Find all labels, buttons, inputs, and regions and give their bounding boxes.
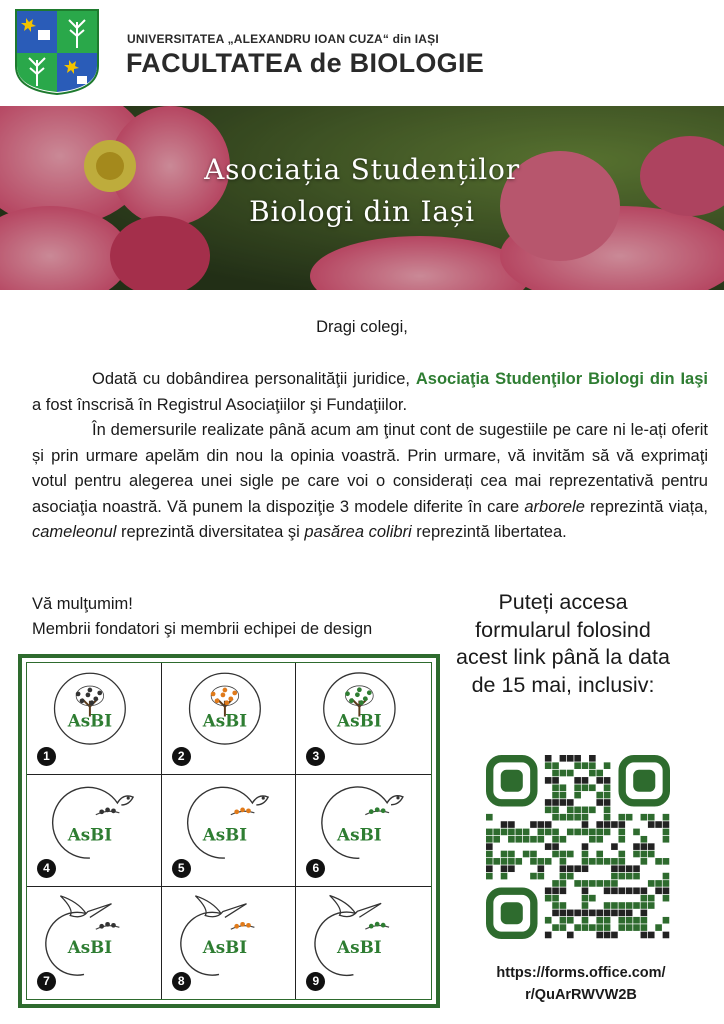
qr-module [486,858,493,865]
banner-title-line1: Asociația Studenților [204,153,520,186]
qr-module [560,836,567,843]
qr-module [655,880,662,887]
qr-module [589,829,596,836]
qr-module [663,829,670,836]
qr-module [618,851,625,858]
qr-module [626,873,633,880]
qr-module [515,829,522,836]
qr-module [493,829,500,836]
qr-module [574,880,581,887]
qr-module [567,851,574,858]
qr-module [618,924,625,931]
qr-module [582,784,589,791]
logo-number-badge: 7 [37,972,56,991]
qr-module [574,910,581,917]
qr-module [663,895,670,902]
logo-number-badge: 2 [172,747,191,766]
qr-module [648,932,655,939]
qr-finder-center [501,770,523,792]
qr-module [545,762,552,769]
qr-module [582,880,589,887]
qr-module [560,851,567,858]
logo-option-3[interactable] [296,663,431,775]
qr-module [508,829,515,836]
qr-module [545,895,552,902]
qr-module [508,851,515,858]
qr-module [633,887,640,894]
qr-finder-center [501,902,523,924]
qr-module [560,880,567,887]
qr-module [641,814,648,821]
qr-module [618,836,625,843]
qr-module [596,821,603,828]
qr-module [589,895,596,902]
qr-module [552,807,559,814]
qr-module [655,887,662,894]
qr-module [545,829,552,836]
qr-module [582,865,589,872]
qr-module [626,902,633,909]
qr-module [560,902,567,909]
logo-brand-text: AsBI [67,710,113,731]
qr-module [641,932,648,939]
qr-module [596,924,603,931]
qr-module [604,807,611,814]
qr-module [560,814,567,821]
logo-number-badge: 3 [306,747,325,766]
qr-module [604,910,611,917]
qr-module [560,770,567,777]
qr-module [596,836,603,843]
qr-module [655,924,662,931]
qr-module [552,843,559,850]
qr-module [567,873,574,880]
qr-module [545,843,552,850]
qr-module [523,836,530,843]
qr-module [582,807,589,814]
qr-module [618,821,625,828]
qr-module [574,792,581,799]
qr-module [574,807,581,814]
qr-module [618,910,625,917]
qr-module [604,917,611,924]
qr-module [604,777,611,784]
qr-module [567,755,574,762]
qr-module [560,755,567,762]
logo-brand-text: AsBI [337,936,383,957]
qr-module [604,880,611,887]
logo-brand-text: AsBI [337,824,383,845]
qr-module [530,836,537,843]
qr-module [663,814,670,821]
qr-module [596,792,603,799]
qr-module [508,836,515,843]
qr-module [596,799,603,806]
qr-module [611,843,618,850]
qr-module [552,887,559,894]
qr-module [538,865,545,872]
qr-module [604,902,611,909]
qr-module [582,821,589,828]
logo-number-badge: 6 [306,859,325,878]
qr-module [501,873,508,880]
qr-module [501,851,508,858]
qr-module [633,865,640,872]
qr-module [604,887,611,894]
qr-module [552,895,559,902]
qr-module [589,762,596,769]
greeting: Dragi colegi, [316,318,408,336]
qr-module [515,836,522,843]
qr-module [560,865,567,872]
qr-module [618,917,625,924]
qr-module [604,792,611,799]
logo-number-badge: 1 [37,747,56,766]
qr-module [567,807,574,814]
qr-module [648,814,655,821]
qr-module [582,858,589,865]
qr-module [604,784,611,791]
qr-module [655,858,662,865]
qr-module [523,829,530,836]
qr-module [486,814,493,821]
logo-option-8[interactable] [162,887,297,999]
qr-module [589,807,596,814]
qr-module [545,917,552,924]
banner-title-line2: Biologi din Iași [249,195,475,228]
qr-module [538,873,545,880]
qr-module [618,829,625,836]
qr-module [626,910,633,917]
qr-module [552,792,559,799]
qr-module [574,865,581,872]
logo-option-5[interactable] [162,775,297,887]
qr-module [567,932,574,939]
qr-module [567,770,574,777]
qr-module [641,887,648,894]
qr-code-icon[interactable] [486,755,670,939]
qr-module [626,887,633,894]
qr-module [508,865,515,872]
qr-module [641,843,648,850]
qr-module [618,858,625,865]
qr-module [493,836,500,843]
qr-module [486,851,493,858]
qr-module [545,807,552,814]
qr-module [552,924,559,931]
qr-module [589,755,596,762]
qr-module [508,858,515,865]
qr-module [574,762,581,769]
qr-module [604,858,611,865]
qr-module [604,762,611,769]
qr-module [663,887,670,894]
qr-module [530,858,537,865]
qr-module [589,836,596,843]
qr-module [648,895,655,902]
qr-module [604,924,611,931]
qr-module [589,858,596,865]
qr-module [552,902,559,909]
qr-module [560,910,567,917]
qr-module [626,865,633,872]
qr-module [530,821,537,828]
qr-module [501,865,508,872]
logo-number-badge: 5 [172,859,191,878]
qr-module [567,865,574,872]
qr-module [633,917,640,924]
qr-module [626,917,633,924]
qr-module [552,799,559,806]
qr-module [648,821,655,828]
qr-module [574,814,581,821]
qr-module [560,917,567,924]
qr-module [582,777,589,784]
qr-module [582,917,589,924]
qr-module [626,814,633,821]
qr-module [545,858,552,865]
qr-module [611,887,618,894]
qr-module [567,829,574,836]
qr-module [567,910,574,917]
qr-module [582,895,589,902]
qr-module [641,836,648,843]
qr-module [538,836,545,843]
paragraph-intro: Odată cu dobândirea personalităţii juridice, Asociaţia Studenţilor Biologi din Iaşi a fost înscrisă în Registrul Asociaţiilor şi Fundaţiilor. [32,370,708,414]
qr-module [641,851,648,858]
qr-module [648,902,655,909]
logo-number-badge: 9 [306,972,325,991]
qr-module [611,873,618,880]
qr-module [589,924,596,931]
qr-module [648,880,655,887]
qr-module [611,910,618,917]
qr-module [560,784,567,791]
university-name: UNIVERSITATEA „ALEXANDRU IOAN CUZA“ din IAȘI [127,32,439,46]
qr-module [552,836,559,843]
qr-module [560,873,567,880]
qr-module [663,873,670,880]
faculty-name: FACULTATEA de BIOLOGIE [126,48,485,78]
logo-number-badge: 8 [172,972,191,991]
qr-module [560,924,567,931]
qr-module [538,829,545,836]
qr-module [596,777,603,784]
qr-module [663,917,670,924]
qr-module [493,858,500,865]
logo-option-9[interactable] [296,887,431,999]
qr-module [655,821,662,828]
qr-module [641,895,648,902]
qr-module [582,851,589,858]
qr-module [618,902,625,909]
qr-module [560,887,567,894]
paragraph-invitation: În demersurile realizate până acum am ţinut cont de sugestiile pe care ni le-ați oferit și prin urmare apelăm din nou la opinia voastră. Prin urmare, vă invităm să vă exprimaţi votul pentru alegerea unei sigle pe care voi o considerați cea mai reprezentativă pentru asociaţia noastră. Vă punem la dispoziţie 3 modele diferite în care arborele reprezintă viața, cameleonul reprezintă diversitatea şi pasărea colibri reprezintă libertatea. [32,421,709,541]
qr-module [604,821,611,828]
qr-module [611,821,618,828]
qr-module [582,910,589,917]
qr-module [538,858,545,865]
logo-brand-text: AsBI [337,710,383,731]
qr-module [604,932,611,939]
qr-module [567,917,574,924]
logo-option-6[interactable] [296,775,431,887]
qr-module [611,902,618,909]
logo-brand-text: AsBI [67,824,113,845]
qr-module [545,777,552,784]
qr-module [618,814,625,821]
qr-module [574,755,581,762]
qr-module [545,932,552,939]
qr-module [545,887,552,894]
qr-module [604,799,611,806]
qr-module [641,924,648,931]
qr-module [560,792,567,799]
qr-module [648,843,655,850]
qr-module [545,821,552,828]
qr-module [604,829,611,836]
qr-module [633,851,640,858]
qr-module [589,880,596,887]
qr-module [611,932,618,939]
logo-number-badge: 4 [37,859,56,878]
qr-module [589,770,596,777]
qr-module [633,924,640,931]
qr-module [574,924,581,931]
qr-module [582,814,589,821]
qr-module [641,917,648,924]
qr-module [663,821,670,828]
qr-module [574,784,581,791]
thanks-text: Vă mulţumim! [32,595,133,613]
qr-module [501,858,508,865]
qr-module [560,858,567,865]
signature-text: Membrii fondatori şi membrii echipei de design [32,620,373,638]
university-crest-icon [14,8,100,96]
qr-module [501,829,508,836]
logo-brand-text: AsBI [202,710,247,731]
qr-module [618,865,625,872]
qr-module [552,880,559,887]
qr-module [560,799,567,806]
qr-module [567,799,574,806]
qr-module [618,887,625,894]
qr-module [545,755,552,762]
qr-module [486,865,493,872]
qr-module [633,902,640,909]
qr-module [648,851,655,858]
qr-module [596,829,603,836]
qr-module [545,799,552,806]
qr-module [589,910,596,917]
qr-module [574,829,581,836]
qr-module [486,873,493,880]
qr-module [663,858,670,865]
logo-option-7[interactable] [27,887,162,999]
qr-module [611,858,618,865]
association-name: Asociaţia Studenţilor Biologi din Iaşi [415,370,708,388]
logo-brand-text: AsBI [202,936,247,957]
qr-module [596,910,603,917]
qr-module [626,924,633,931]
qr-module [552,851,559,858]
qr-module [633,829,640,836]
qr-module [611,880,618,887]
qr-module [552,784,559,791]
qr-module [486,829,493,836]
qr-module [530,851,537,858]
qr-module [530,873,537,880]
form-link[interactable]: https://forms.office.com/ r/QuArRWVW2B [496,965,666,1003]
qr-module [552,777,559,784]
qr-module [552,770,559,777]
qr-module [552,910,559,917]
qr-module [618,873,625,880]
qr-module [611,865,618,872]
qr-module [582,924,589,931]
qr-module [574,777,581,784]
qr-module [552,814,559,821]
qr-module [641,910,648,917]
qr-module [486,843,493,850]
closing [32,592,372,642]
qr-module [567,814,574,821]
qr-module [641,858,648,865]
qr-module [582,843,589,850]
qr-module [552,829,559,836]
qr-module [663,932,670,939]
qr-module [538,821,545,828]
logo-brand-text: AsBI [202,824,247,845]
logo-options-grid [18,654,440,1008]
qr-module [582,887,589,894]
qr-module [596,932,603,939]
qr-module [596,880,603,887]
qr-module [596,851,603,858]
qr-module [501,821,508,828]
form-access-text: Puteți accesa formularul folosind acest link până la data de 15 mai, inclusiv: [456,590,670,697]
qr-module [663,836,670,843]
qr-module [596,858,603,865]
logo-option-4[interactable] [27,775,162,887]
qr-module [641,902,648,909]
qr-module [582,902,589,909]
qr-module [582,829,589,836]
logo-option-1[interactable] [27,663,162,775]
qr-module [523,851,530,858]
qr-module [552,762,559,769]
qr-module [633,873,640,880]
qr-module [486,836,493,843]
logo-option-2[interactable] [162,663,297,775]
qr-module [515,858,522,865]
qr-module [589,784,596,791]
qr-module [633,843,640,850]
qr-module [582,762,589,769]
logo-brand-text: AsBI [67,936,113,957]
qr-module [508,821,515,828]
qr-finder-center [633,770,655,792]
qr-module [596,770,603,777]
qr-module [604,814,611,821]
qr-module [663,880,670,887]
qr-module [596,917,603,924]
